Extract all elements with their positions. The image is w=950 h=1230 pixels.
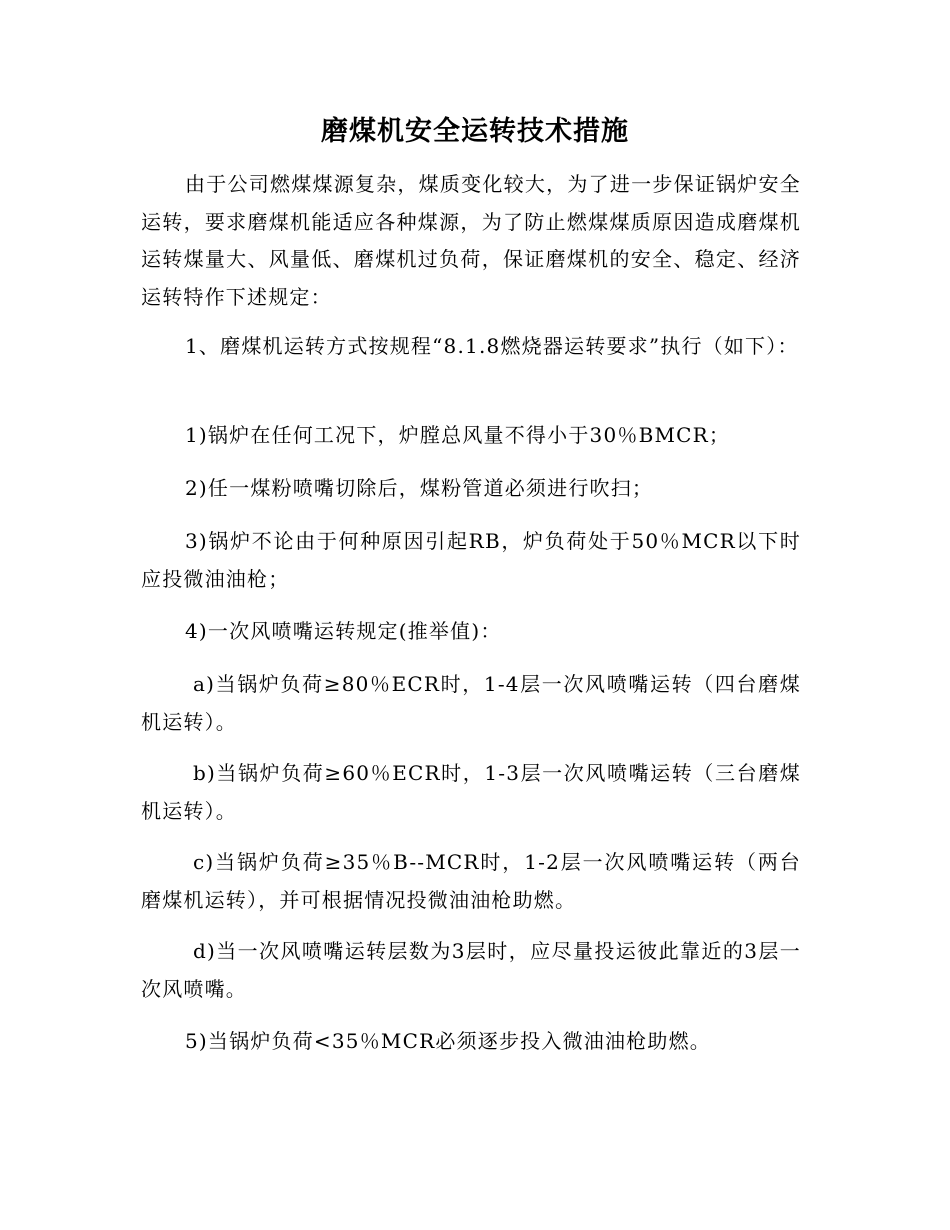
intro-paragraph: 由于公司燃煤煤源复杂，煤质变化较大，为了进一步保证锅炉安全运转，要求磨煤机能适应各种煤源，为了防止燃煤煤质原因造成磨煤机运转煤量大、风量低、磨煤机过负荷，保证磨煤机的安全、稳定、经济运转特作下述规定： <box>141 172 801 309</box>
rule-1-paragraph: 1、磨煤机运转方式按规程“8.1.8燃烧器运转要求”执行（如下）： <box>185 334 799 358</box>
rule-1-item-5: 5)当锅炉负荷<35％MCR必须逐步投入微油油枪助燃。 <box>185 1029 711 1053</box>
rule-1-item-4b: b)当锅炉负荷≥60％ECR时，1-3层一次风喷嘴运转（三台磨煤机运转）。 <box>141 761 801 823</box>
rule-1-item-4c: c)当锅炉负荷≥35％B--MCR时，1-2层一次风喷嘴运转（两台磨煤机运转），并可根据情况投微油油枪助燃。 <box>141 850 801 912</box>
rule-1-item-3: 3)锅炉不论由于何种原因引起RB，炉负荷处于50％MCR以下时应投微油油枪； <box>141 529 801 591</box>
rule-1-item-4d: d)当一次风喷嘴运转层数为3层时，应尽量投运彼此靠近的3层一次风喷嘴。 <box>141 939 801 1001</box>
rule-1-item-4a: a)当锅炉负荷≥80％ECR时，1-4层一次风喷嘴运转（四台磨煤机运转）。 <box>141 672 801 734</box>
rule-1-item-1: 1)锅炉在任何工况下，炉膛总风量不得小于30％BMCR； <box>185 423 731 447</box>
rule-1-item-2: 2)任一煤粉喷嘴切除后，煤粉管道必须进行吹扫； <box>185 476 654 500</box>
rule-1-item-4: 4)一次风喷嘴运转规定(推举值)： <box>185 619 502 643</box>
document-title: 磨煤机安全运转技术措施 <box>321 116 629 147</box>
